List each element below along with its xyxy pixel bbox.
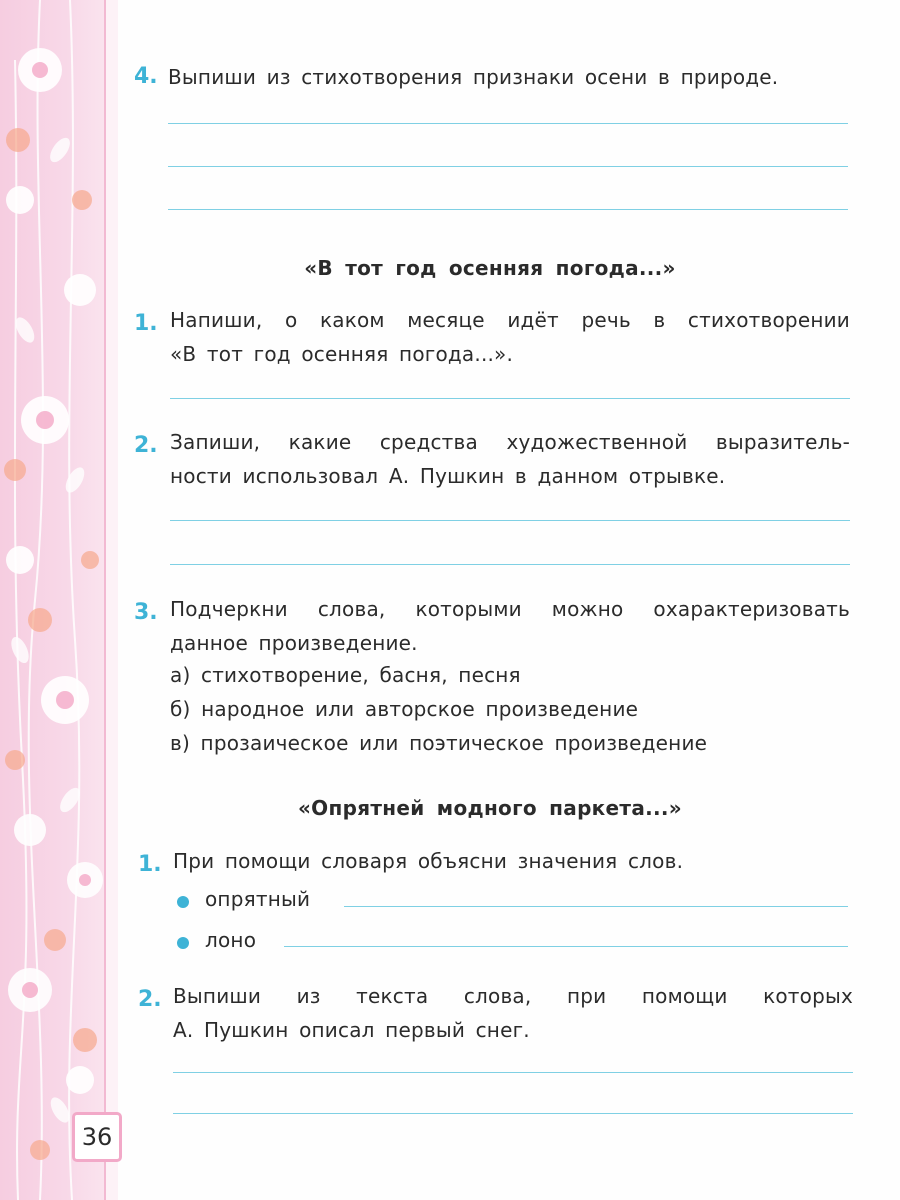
question-number: 1. — [138, 852, 162, 877]
decorative-floral-border — [0, 0, 118, 1200]
floral-pattern — [0, 0, 118, 1200]
task4-text: Выпиши из стихотворения признаки осени в природе. — [168, 65, 779, 89]
section-title: «В тот год осенняя погода...» — [304, 256, 676, 280]
bullet-icon — [177, 937, 189, 949]
answer-line[interactable] — [170, 564, 850, 565]
question-text-line: Запиши, какие средства художественной выразитель- — [170, 430, 850, 454]
question-number: 3. — [134, 600, 158, 625]
section-title: «Опрятней модного паркета...» — [297, 796, 683, 820]
question-text-line: Подчеркни слова, которыми можно охарактеризовать — [170, 597, 850, 621]
question-number: 1. — [134, 311, 158, 336]
vocab-word: опрятный — [205, 887, 311, 911]
border-edge — [104, 0, 118, 1200]
answer-line[interactable] — [168, 166, 848, 167]
question-text-line: ности использовал А. Пушкин в данном отрывке. — [170, 464, 726, 488]
page-number-text: 36 — [81, 1123, 113, 1151]
question-text-line: Напиши, о каком месяце идёт речь в стихотворении — [170, 308, 850, 332]
answer-line[interactable] — [170, 520, 850, 521]
vocab-word: лоно — [205, 928, 257, 952]
question-number: 2. — [138, 987, 162, 1012]
question-text-line: данное произведение. — [170, 631, 418, 655]
question-text-line: Выпиши из текста слова, при помощи которых — [173, 984, 853, 1008]
question-number: 2. — [134, 433, 158, 458]
option-a[interactable]: а) стихотворение, басня, песня — [170, 663, 521, 687]
answer-line[interactable] — [168, 123, 848, 124]
page-number — [72, 1112, 122, 1162]
question-text-line: А. Пушкин описал первый снег. — [173, 1018, 530, 1042]
question-text-line: При помощи словаря объясни значения слов. — [173, 849, 684, 873]
question-text-line: «В тот год осенняя погода...». — [170, 342, 514, 366]
answer-line[interactable] — [284, 946, 848, 947]
option-b[interactable]: б) народное или авторское произведение — [170, 697, 639, 721]
answer-line[interactable] — [168, 209, 848, 210]
answer-line[interactable] — [173, 1072, 853, 1073]
bullet-icon — [177, 896, 189, 908]
task4-number: 4. — [134, 64, 158, 89]
answer-line[interactable] — [344, 906, 848, 907]
answer-line[interactable] — [173, 1113, 853, 1114]
option-c[interactable]: в) прозаическое или поэтическое произведение — [170, 731, 708, 755]
answer-line[interactable] — [170, 398, 850, 399]
